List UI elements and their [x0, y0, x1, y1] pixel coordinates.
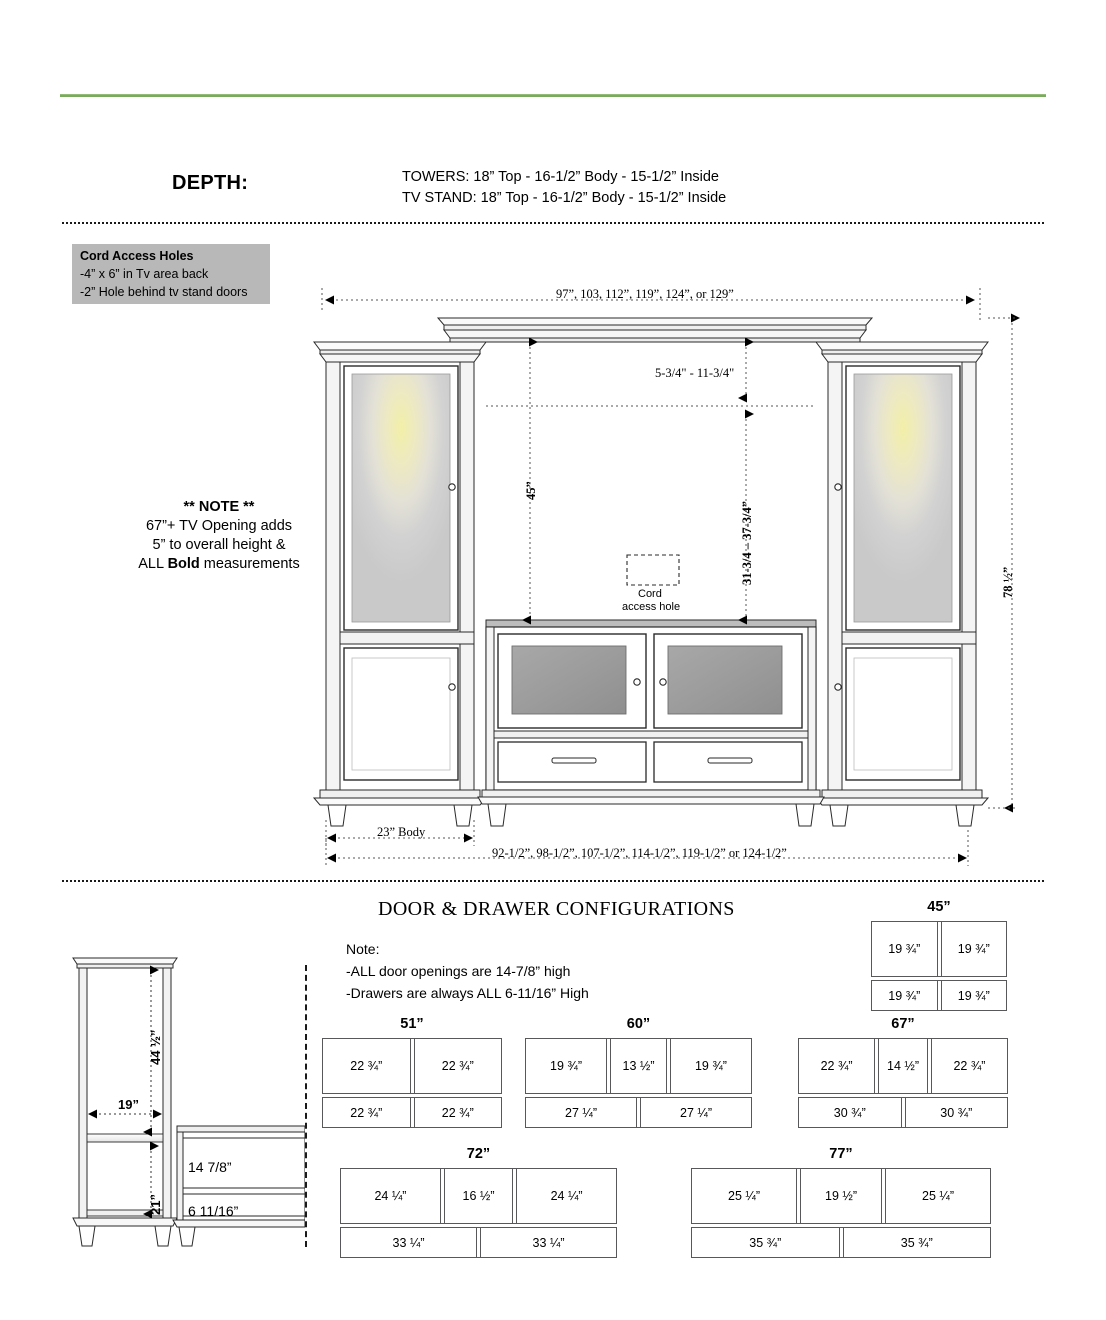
config-77-drawer-1: 35 ¾”	[692, 1228, 839, 1257]
note-line-3: ALL Bold measurements	[138, 556, 300, 572]
config-72-drawer-2: 33 ¼”	[481, 1228, 616, 1257]
config-51-drawer-2: 22 ¾”	[415, 1098, 502, 1127]
config-45-drawer-1: 19 ¾”	[872, 981, 937, 1010]
cord-access-line-2: -2” Hole behind tv stand doors	[80, 285, 248, 299]
config-51-title: 51”	[400, 1016, 424, 1032]
config-77-drawers	[691, 1227, 991, 1258]
config-67-drawer-1: 30 ¾”	[799, 1098, 901, 1127]
config-45-door-1: 19 ¾”	[872, 922, 937, 976]
configurations-note-line-1: -ALL door openings are 14-7/8” high	[346, 963, 571, 979]
config-77	[691, 1146, 991, 1258]
config-77-drawer-2: 35 ¾”	[844, 1228, 991, 1257]
config-60-door-2: 13 ½”	[611, 1039, 666, 1093]
dim-tv-opening-height: 45”	[524, 481, 538, 500]
side-profile-drawing	[55, 930, 305, 1260]
dim-overall-height: 78 ½”	[1001, 566, 1015, 598]
config-67-title: 67”	[891, 1016, 915, 1032]
config-67-door-2: 14 ½”	[879, 1039, 927, 1093]
config-72	[340, 1146, 617, 1258]
dim-side-drawer-height: 6 11/16”	[188, 1203, 239, 1219]
cord-access-title: Cord Access Holes	[80, 249, 194, 263]
config-67-door-1: 22 ¾”	[799, 1039, 874, 1093]
dim-side-inside-width: 19”	[118, 1097, 139, 1112]
config-60-door-3: 19 ¾”	[671, 1039, 751, 1093]
divider-configurations	[62, 880, 1044, 882]
note-block	[110, 498, 328, 574]
config-51-door-1: 22 ¾”	[323, 1039, 410, 1093]
dim-tower-body-width: 23” Body	[377, 825, 426, 839]
dim-side-lower-height: 21”	[148, 1194, 163, 1215]
depth-towers-text: TOWERS: 18” Top - 16-1/2” Body - 15-1/2” Inside	[402, 169, 719, 185]
config-72-drawers	[340, 1227, 617, 1258]
header-accent-rule	[60, 94, 1046, 97]
configurations-title: DOOR & DRAWER CONFIGURATIONS	[378, 898, 735, 920]
dim-base-width: 92-1/2”, 98-1/2”, 107-1/2”, 114-1/2”, 119-1/2” or 124-1/2”	[492, 846, 787, 860]
config-72-door-2: 16 ½”	[445, 1169, 512, 1223]
config-77-title: 77”	[829, 1146, 853, 1162]
config-72-doors	[340, 1168, 617, 1224]
config-60-doors	[525, 1038, 752, 1094]
config-67	[798, 1016, 1008, 1128]
config-60-title: 60”	[626, 1016, 651, 1032]
config-51-doors	[322, 1038, 502, 1094]
config-67-drawers	[798, 1097, 1008, 1128]
config-51	[322, 1016, 502, 1128]
config-77-door-2: 19 ½”	[801, 1169, 881, 1223]
config-77-doors	[691, 1168, 991, 1224]
config-45-doors	[871, 921, 1007, 977]
config-77-door-1: 25 ¼”	[692, 1169, 796, 1223]
config-60-drawer-1: 27 ¼”	[526, 1098, 636, 1127]
config-45-title: 45”	[927, 899, 951, 915]
cord-access-line-1: -4” x 6” in Tv area back	[80, 267, 209, 281]
note-line-2: 5” to overall height &	[152, 537, 286, 553]
dim-side-door-opening: 14 7/8”	[188, 1159, 232, 1175]
divider-vertical-configurations	[305, 965, 307, 1247]
note-heading: ** NOTE **	[183, 499, 255, 515]
config-51-door-2: 22 ¾”	[415, 1039, 502, 1093]
config-72-title: 72”	[466, 1146, 491, 1162]
note-line-1: 67”+ TV Opening adds	[145, 518, 293, 534]
config-72-drawer-1: 33 ¼”	[341, 1228, 476, 1257]
cord-hole-label-line-1: Cord	[638, 588, 662, 600]
config-45-door-2: 19 ¾”	[942, 922, 1007, 976]
config-51-drawer-1: 22 ¾”	[323, 1098, 410, 1127]
config-67-drawer-2: 30 ¾”	[906, 1098, 1008, 1127]
config-45	[871, 899, 1007, 1011]
config-60-drawer-2: 27 ¼”	[641, 1098, 751, 1127]
config-72-door-3: 24 ¼”	[517, 1169, 616, 1223]
dim-side-upper-height: 44 ½”	[148, 1029, 163, 1065]
config-45-drawers	[871, 980, 1007, 1011]
divider-top	[62, 222, 1044, 224]
config-67-door-3: 22 ¾”	[932, 1039, 1007, 1093]
config-67-doors	[798, 1038, 1008, 1094]
cord-hole-label-line-2: access hole	[622, 601, 681, 613]
depth-tv-stand-text: TV STAND: 18” Top - 16-1/2” Body - 15-1/2” Inside	[402, 190, 727, 206]
config-72-door-1: 24 ¼”	[341, 1169, 440, 1223]
config-60-drawers	[525, 1097, 752, 1128]
config-45-drawer-2: 19 ¾”	[942, 981, 1007, 1010]
dim-top-gap: 5-3/4" - 11-3/4"	[655, 366, 735, 380]
configurations-note-line-2: -Drawers are always ALL 6-11/16” High	[346, 985, 589, 1001]
configurations-note-heading: Note:	[346, 941, 380, 957]
dim-overall-width: 97”, 103, 112”, 119”, 124”, or 129”	[556, 287, 734, 301]
config-60	[525, 1016, 752, 1128]
cord-access-holes-box	[72, 244, 270, 304]
depth-label: DEPTH:	[172, 172, 249, 194]
config-77-door-3: 25 ¼”	[886, 1169, 990, 1223]
configurations-note	[346, 938, 589, 1004]
dim-tv-opening-height-range: 31-3/4 – 37-3/4”	[740, 500, 754, 585]
config-51-drawers	[322, 1097, 502, 1128]
config-60-door-1: 19 ¾”	[526, 1039, 606, 1093]
